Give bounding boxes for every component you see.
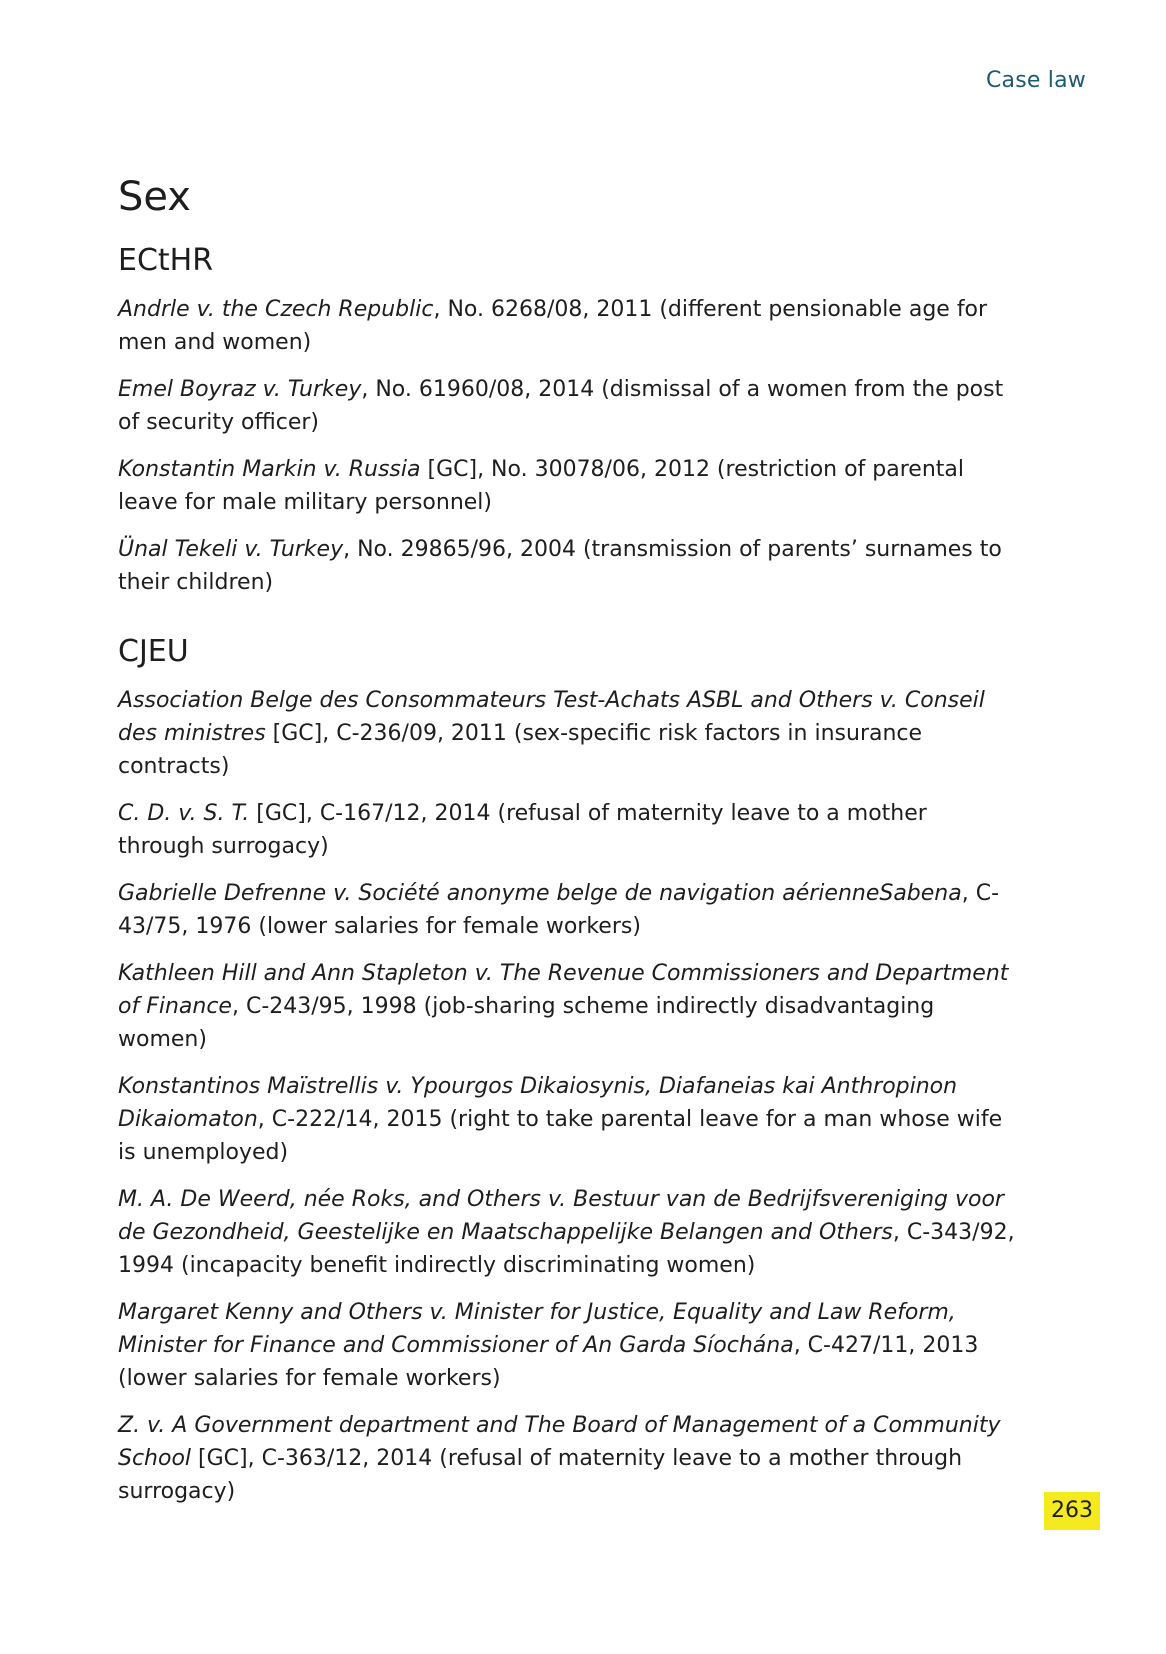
case-details: [GC], C-236/09, 2011 (sex-specific risk factors in insurance contracts) <box>118 721 923 779</box>
page-content <box>118 176 1018 1522</box>
case-details: , C-427/11, 2013 (lower salaries for female workers) <box>118 1333 979 1391</box>
case-name: M. A. De Weerd, née Roks, and Others v. Bestuur van de Bedrijfsvereniging voor de Gezondheid, Geestelijke en Maatschappelijke Belangen and Others <box>118 1187 1004 1245</box>
case-details: [GC], C-167/12, 2014 (refusal of maternity leave to a mother through surrogacy) <box>118 801 927 859</box>
case-name: Konstantin Markin v. Russia <box>118 457 421 482</box>
case-name: Kathleen Hill and Ann Stapleton v. The Revenue Commissioners and Department of Finance <box>118 961 1009 1019</box>
page-number-badge: 263 <box>1044 1492 1100 1530</box>
case-name: Margaret Kenny and Others v. Minister for Justice, Equality and Law Reform, Minister for Finance and Commissioner of An Garda Síochána <box>118 1300 956 1358</box>
cjeu-section <box>118 635 1018 1508</box>
case-details: [GC], C-363/12, 2014 (refusal of maternity leave to a mother through surrogacy) <box>118 1446 963 1504</box>
case-name: Association Belge des Consommateurs Test-Achats ASBL and Others v. Conseil des ministres <box>118 688 985 746</box>
case-details: , C-343/92, 1994 (incapacity benefit indirectly discriminating women) <box>118 1220 1015 1278</box>
case-name: Ünal Tekeli v. Turkey <box>118 537 344 562</box>
case-name: Z. v. A Government department and The Board of Management of a Community School <box>118 1413 1001 1471</box>
case-entry <box>118 373 1018 439</box>
section-title: Sex <box>118 174 191 220</box>
case-name: Konstantinos Maïstrellis v. Ypourgos Dikaiosynis, Diafaneias kai Anthropinon Dikaiomaton <box>118 1074 958 1132</box>
case-details: , C-222/14, 2015 (right to take parental leave for a man whose wife is unemployed) <box>118 1107 1003 1165</box>
case-entry <box>118 293 1018 359</box>
case-entry <box>118 797 1018 863</box>
case-name: Emel Boyraz v. Turkey <box>118 377 362 402</box>
case-entry <box>118 533 1018 599</box>
subsection-heading-cjeu: CJEU <box>118 634 189 669</box>
case-entry <box>118 1070 1018 1169</box>
case-details: , No. 6268/08, 2011 (different pensionable age for men and women) <box>118 297 988 355</box>
case-name: Andrle v. the Czech Republic <box>118 297 434 322</box>
ecthr-section <box>118 244 1018 599</box>
case-details: , C-243/95, 1998 (job-sharing scheme indirectly disadvantaging women) <box>118 994 935 1052</box>
case-entry <box>118 957 1018 1056</box>
case-details: , No. 61960/08, 2014 (dismissal of a women from the post of security officer) <box>118 377 1004 435</box>
case-entry <box>118 1183 1018 1282</box>
case-entry <box>118 1296 1018 1395</box>
case-details: [GC], No. 30078/06, 2012 (restriction of parental leave for male military personnel) <box>118 457 964 515</box>
case-entry <box>118 1409 1018 1508</box>
case-details: , C-43/75, 1976 (lower salaries for female workers) <box>118 881 1000 939</box>
subsection-heading-ecthr: ECtHR <box>118 243 214 278</box>
running-header: Case law <box>985 68 1086 93</box>
case-entry <box>118 684 1018 783</box>
case-name: Gabrielle Defrenne v. Société anonyme belge de navigation aérienneSabena <box>118 881 962 906</box>
case-details: , No. 29865/96, 2004 (transmission of parents’ surnames to their children) <box>118 537 1002 595</box>
case-entry <box>118 877 1018 943</box>
case-entry <box>118 453 1018 519</box>
case-name: C. D. v. S. T. <box>118 801 250 826</box>
